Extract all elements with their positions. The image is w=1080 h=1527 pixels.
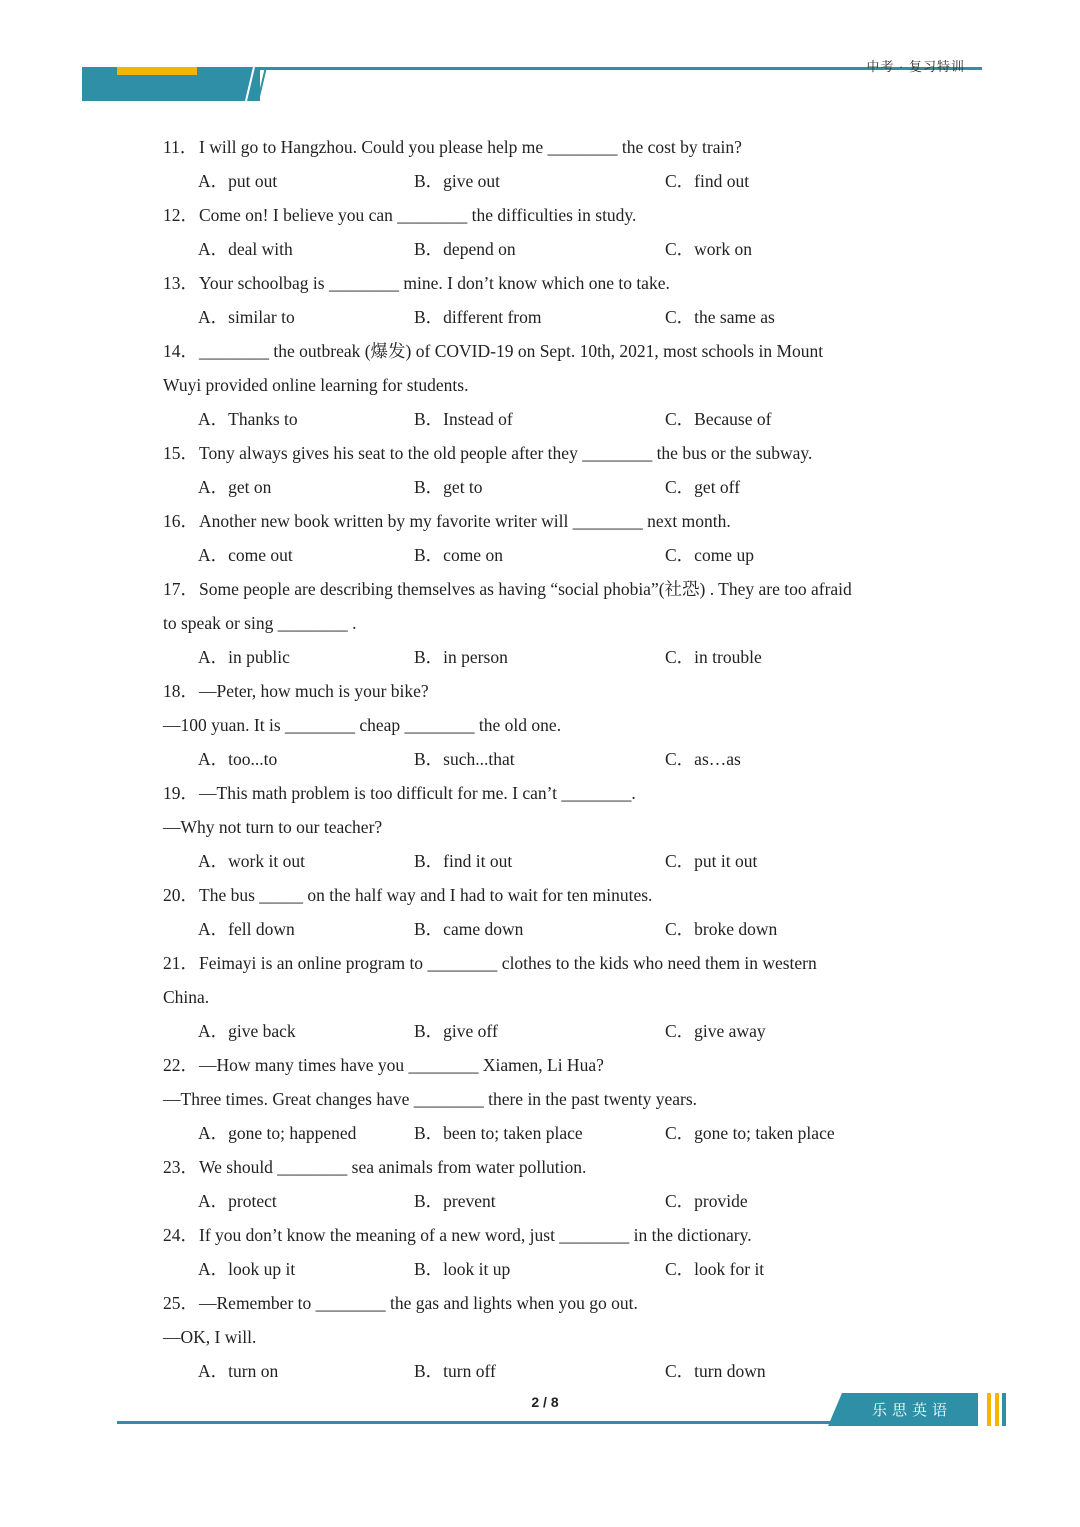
- answer-option-c: C．broke down: [665, 919, 778, 939]
- answer-option-b: B．different from: [414, 307, 542, 327]
- question-text-line: [163, 878, 923, 912]
- answer-option-a: A．get on: [198, 477, 272, 497]
- question-text: Wuyi provided online learning for students.: [163, 375, 469, 395]
- answer-option-b: B．give out: [414, 171, 501, 191]
- question-item: [163, 946, 923, 1048]
- question-text: —Peter, how much is your bike?: [199, 681, 429, 701]
- answer-options: [163, 912, 923, 946]
- answer-option-c: C．come up: [665, 545, 754, 565]
- question-text: Tony always gives his seat to the old people after they ________ the bus or the subway.: [199, 443, 813, 463]
- answer-option-c: C．get off: [665, 477, 741, 497]
- question-text: Your schoolbag is ________ mine. I don’t know which one to take.: [199, 273, 670, 293]
- question-item: [163, 878, 923, 946]
- answer-options: [163, 164, 923, 198]
- question-number: 15．: [163, 443, 198, 463]
- question-number: 12．: [163, 205, 198, 225]
- answer-option-b: B．been to; taken place: [414, 1123, 583, 1143]
- answer-option-b: B．get to: [414, 477, 483, 497]
- answer-options: [163, 1354, 923, 1388]
- question-item: [163, 504, 923, 572]
- answer-options: [163, 844, 923, 878]
- question-text-line: [163, 1150, 923, 1184]
- question-text: —Why not turn to our teacher?: [163, 817, 383, 837]
- question-number: 19．: [163, 783, 198, 803]
- answer-option-b: B．turn off: [414, 1361, 496, 1381]
- question-text-line: [163, 1286, 923, 1320]
- answer-options: [163, 640, 923, 674]
- answer-options: [163, 1184, 923, 1218]
- question-text-line: [163, 674, 923, 708]
- question-number: 11．: [163, 137, 198, 157]
- answer-option-c: C．look for it: [665, 1259, 765, 1279]
- answer-option-a: A．gone to; happened: [198, 1123, 357, 1143]
- answer-options: [163, 300, 923, 334]
- question-text-line: [163, 980, 923, 1014]
- question-text: —How many times have you ________ Xiamen, Li Hua?: [199, 1055, 604, 1075]
- answer-option-a: A．look up it: [198, 1259, 296, 1279]
- question-item: [163, 1150, 923, 1218]
- question-text-line: [163, 1082, 923, 1116]
- question-text: Some people are describing themselves as having “social phobia”(社恐) . They are too afraid: [199, 579, 852, 599]
- answer-option-b: B．find it out: [414, 851, 513, 871]
- answer-option-a: A．put out: [198, 171, 278, 191]
- footer-rule: [117, 1421, 835, 1424]
- question-item: [163, 1218, 923, 1286]
- header-title: 中考 · 复习特训: [866, 59, 965, 74]
- answer-option-b: B．such...that: [414, 749, 515, 769]
- answer-options: [163, 232, 923, 266]
- question-list: [163, 130, 923, 1388]
- question-text: —Remember to ________ the gas and lights when you go out.: [199, 1293, 638, 1313]
- answer-option-a: A．too...to: [198, 749, 278, 769]
- question-text-line: [163, 1048, 923, 1082]
- question-text-line: [163, 130, 923, 164]
- question-text: If you don’t know the meaning of a new word, just ________ in the dictionary.: [199, 1225, 752, 1245]
- answer-options: [163, 402, 923, 436]
- question-text-line: [163, 1320, 923, 1354]
- question-text: to speak or sing ________ .: [163, 613, 357, 633]
- question-text: —Three times. Great changes have ________ there in the past twenty years.: [163, 1089, 698, 1109]
- answer-option-b: B．in person: [414, 647, 508, 667]
- question-text-line: [163, 504, 923, 538]
- question-number: 14．: [163, 341, 198, 361]
- question-item: [163, 198, 923, 266]
- question-item: [163, 674, 923, 776]
- answer-option-b: B．came down: [414, 919, 524, 939]
- question-item: [163, 436, 923, 504]
- answer-options: [163, 1014, 923, 1048]
- question-item: [163, 776, 923, 878]
- question-text-line: [163, 708, 923, 742]
- question-item: [163, 1286, 923, 1388]
- footer-brand: 乐思英语: [872, 1401, 953, 1419]
- question-number: 17．: [163, 579, 198, 599]
- answer-option-a: A．deal with: [198, 239, 293, 259]
- question-text: —This math problem is too difficult for me. I can’t ________.: [199, 783, 636, 803]
- question-number: 24．: [163, 1225, 198, 1245]
- question-text-line: [163, 1218, 923, 1252]
- question-text-line: [163, 946, 923, 980]
- answer-option-a: A．turn on: [198, 1361, 279, 1381]
- question-item: [163, 266, 923, 334]
- question-number: 21．: [163, 953, 198, 973]
- answer-option-c: C．as…as: [665, 749, 741, 769]
- question-text-line: [163, 368, 923, 402]
- answer-option-a: A．Thanks to: [198, 409, 298, 429]
- answer-option-c: C．in trouble: [665, 647, 762, 667]
- question-text-line: [163, 810, 923, 844]
- question-item: [163, 1048, 923, 1150]
- answer-option-a: A．give back: [198, 1021, 296, 1041]
- question-text-line: [163, 776, 923, 810]
- answer-option-a: A．work it out: [198, 851, 305, 871]
- header-accent-bar: [117, 67, 197, 75]
- question-number: 18．: [163, 681, 198, 701]
- question-text: Another new book written by my favorite writer will ________ next month.: [199, 511, 731, 531]
- header-stripes-decoration: [238, 67, 268, 101]
- question-number: 16．: [163, 511, 198, 531]
- question-text: —100 yuan. It is ________ cheap ________ the old one.: [163, 715, 562, 735]
- question-text: —OK, I will.: [163, 1327, 257, 1347]
- answer-option-b: B．look it up: [414, 1259, 511, 1279]
- answer-option-c: C．turn down: [665, 1361, 766, 1381]
- question-text: China.: [163, 987, 210, 1007]
- question-text-line: [163, 436, 923, 470]
- footer-stripes-decoration: [985, 1393, 1007, 1426]
- answer-option-b: B．prevent: [414, 1191, 496, 1211]
- question-text-line: [163, 266, 923, 300]
- answer-option-c: C．gone to; taken place: [665, 1123, 835, 1143]
- answer-option-c: C．find out: [665, 171, 750, 191]
- answer-option-c: C．put it out: [665, 851, 758, 871]
- question-text: ________ the outbreak (爆发) of COVID-19 on Sept. 10th, 2021, most schools in Mount: [199, 341, 824, 361]
- question-text-line: [163, 606, 923, 640]
- answer-options: [163, 742, 923, 776]
- question-text: Come on! I believe you can ________ the difficulties in study.: [199, 205, 637, 225]
- answer-option-c: C．give away: [665, 1021, 766, 1041]
- answer-options: [163, 1252, 923, 1286]
- question-number: 13．: [163, 273, 198, 293]
- question-number: 22．: [163, 1055, 198, 1075]
- answer-option-c: C．work on: [665, 239, 753, 259]
- answer-option-c: C．the same as: [665, 307, 775, 327]
- question-item: [163, 334, 923, 436]
- question-number: 20．: [163, 885, 198, 905]
- question-item: [163, 130, 923, 198]
- answer-option-a: A．protect: [198, 1191, 277, 1211]
- answer-option-a: A．similar to: [198, 307, 295, 327]
- question-text: The bus _____ on the half way and I had to wait for ten minutes.: [199, 885, 653, 905]
- answer-option-b: B．come on: [414, 545, 503, 565]
- question-item: [163, 572, 923, 674]
- answer-option-b: B．Instead of: [414, 409, 513, 429]
- answer-option-c: C．Because of: [665, 409, 772, 429]
- question-text-line: [163, 198, 923, 232]
- question-text: I will go to Hangzhou. Could you please help me ________ the cost by train?: [199, 137, 742, 157]
- answer-options: [163, 470, 923, 504]
- question-text-line: [163, 334, 923, 368]
- question-number: 23．: [163, 1157, 198, 1177]
- answer-options: [163, 1116, 923, 1150]
- page-number: 2 / 8: [531, 1394, 559, 1410]
- answer-options: [163, 538, 923, 572]
- answer-option-b: B．depend on: [414, 239, 516, 259]
- answer-option-a: A．come out: [198, 545, 293, 565]
- question-text: Feimayi is an online program to ________ clothes to the kids who need them in western: [199, 953, 817, 973]
- answer-option-a: A．fell down: [198, 919, 295, 939]
- question-text: We should ________ sea animals from water pollution.: [199, 1157, 587, 1177]
- answer-option-c: C．provide: [665, 1191, 748, 1211]
- answer-option-a: A．in public: [198, 647, 290, 667]
- answer-option-b: B．give off: [414, 1021, 498, 1041]
- question-number: 25．: [163, 1293, 198, 1313]
- question-text-line: [163, 572, 923, 606]
